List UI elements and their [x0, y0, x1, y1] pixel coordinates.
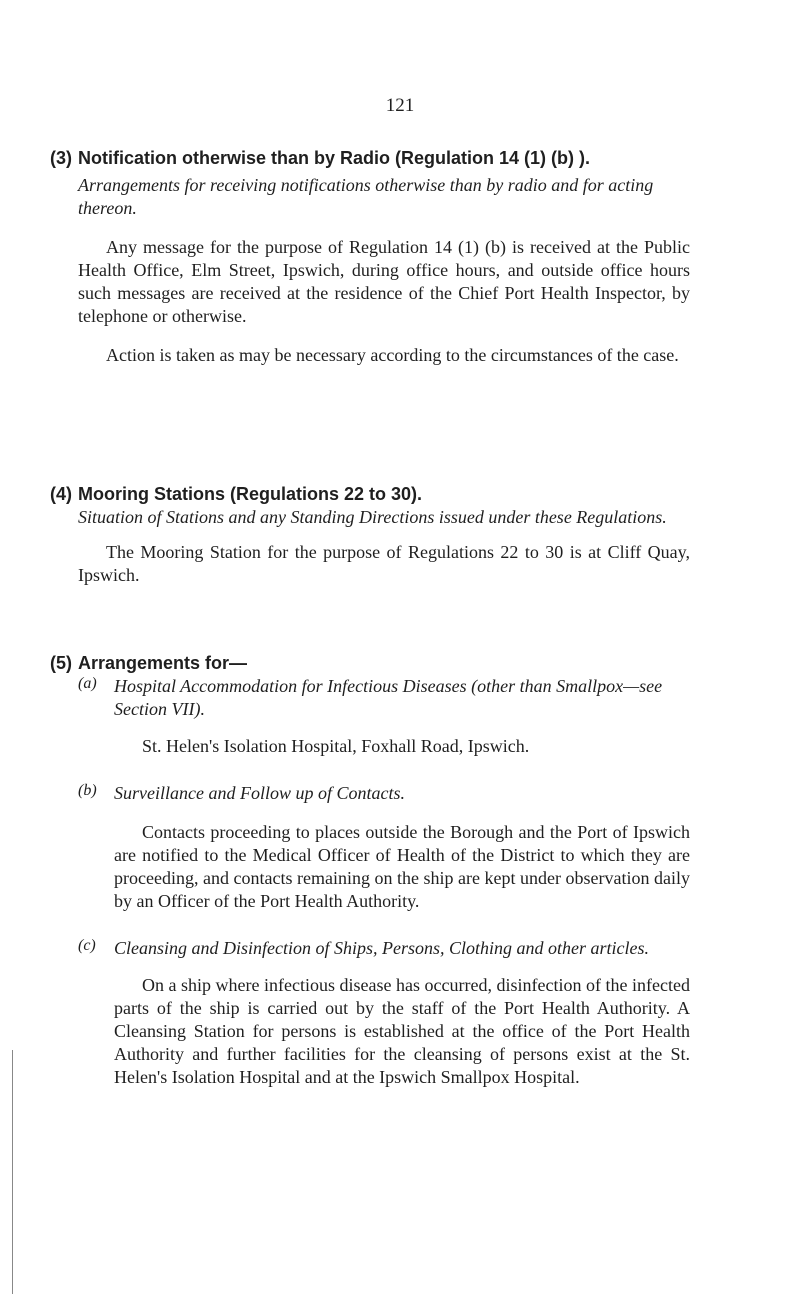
section-3-title: Notification otherwise than by Radio (Regulation 14 (1) (b) ).	[78, 148, 591, 168]
item-b-label: (b)	[78, 782, 97, 799]
section-3	[50, 146, 690, 367]
section-5-title: Arrangements for—	[78, 653, 248, 673]
item-c-paragraph: On a ship where infectious disease has occurred, disinfection of the infected parts of the ship is carried out by the staff of the Port Health Authority. A Cleansing Station for persons is established at the office of the Port Health Authority and further facilities for the cleansing of persons exist at the St. Helen's Isolation Hospital and at the Ipswich Smallpox Hospital.	[114, 975, 690, 1087]
section-4-title: Mooring Stations (Regulations 22 to 30).	[78, 484, 423, 504]
section-4-subheading: Situation of Stations and any Standing Directions issued under these Regulations.	[78, 507, 667, 527]
section-3-subheading: Arrangements for receiving notifications otherwise than by radio and for acting thereon.	[78, 175, 654, 218]
scan-edge-line	[12, 1050, 13, 1294]
page-number: 121	[385, 95, 415, 116]
item-b-title-row	[78, 782, 690, 805]
item-a-title-row	[78, 675, 690, 721]
section-4-paragraph-1: The Mooring Station for the purpose of Regulations 22 to 30 is at Cliff Quay, Ipswich.	[78, 542, 690, 585]
item-a-title: Hospital Accommodation for Infectious Diseases (other than Smallpox—see Section VII).	[114, 676, 663, 719]
section-4	[50, 482, 690, 587]
section-3-paragraph-2: Action is taken as may be necessary according to the circumstances of the case.	[106, 345, 679, 365]
section-4-heading	[50, 482, 690, 506]
item-c-label: (c)	[78, 937, 96, 954]
item-b-title: Surveillance and Follow up of Contacts.	[114, 783, 405, 803]
item-a-paragraph: St. Helen's Isolation Hospital, Foxhall Road, Ipswich.	[142, 736, 530, 756]
section-5-heading	[50, 651, 690, 675]
item-a-label: (a)	[78, 675, 97, 692]
item-b-paragraph: Contacts proceeding to places outside the Borough and the Port of Ipswich are notified to the Medical Officer of Health of the District to which they are proceeding, and contacts remaining on the ship are kept under observation daily by an Officer of the Port Health Authority.	[114, 822, 690, 911]
section-3-number: (3)	[50, 148, 72, 168]
section-3-heading	[50, 146, 690, 170]
item-c-title-row	[78, 937, 690, 960]
item-c-title: Cleansing and Disinfection of Ships, Persons, Clothing and other articles.	[114, 938, 649, 958]
section-5	[50, 651, 690, 1089]
section-4-number: (4)	[50, 484, 72, 504]
section-3-paragraph-1: Any message for the purpose of Regulation 14 (1) (b) is received at the Public Health Office, Elm Street, Ipswich, during office hours, and outside office hours such messages are received at the residence of the Chief Port Health Inspector, by telephone or otherwise.	[78, 237, 690, 326]
section-5-number: (5)	[50, 653, 72, 673]
